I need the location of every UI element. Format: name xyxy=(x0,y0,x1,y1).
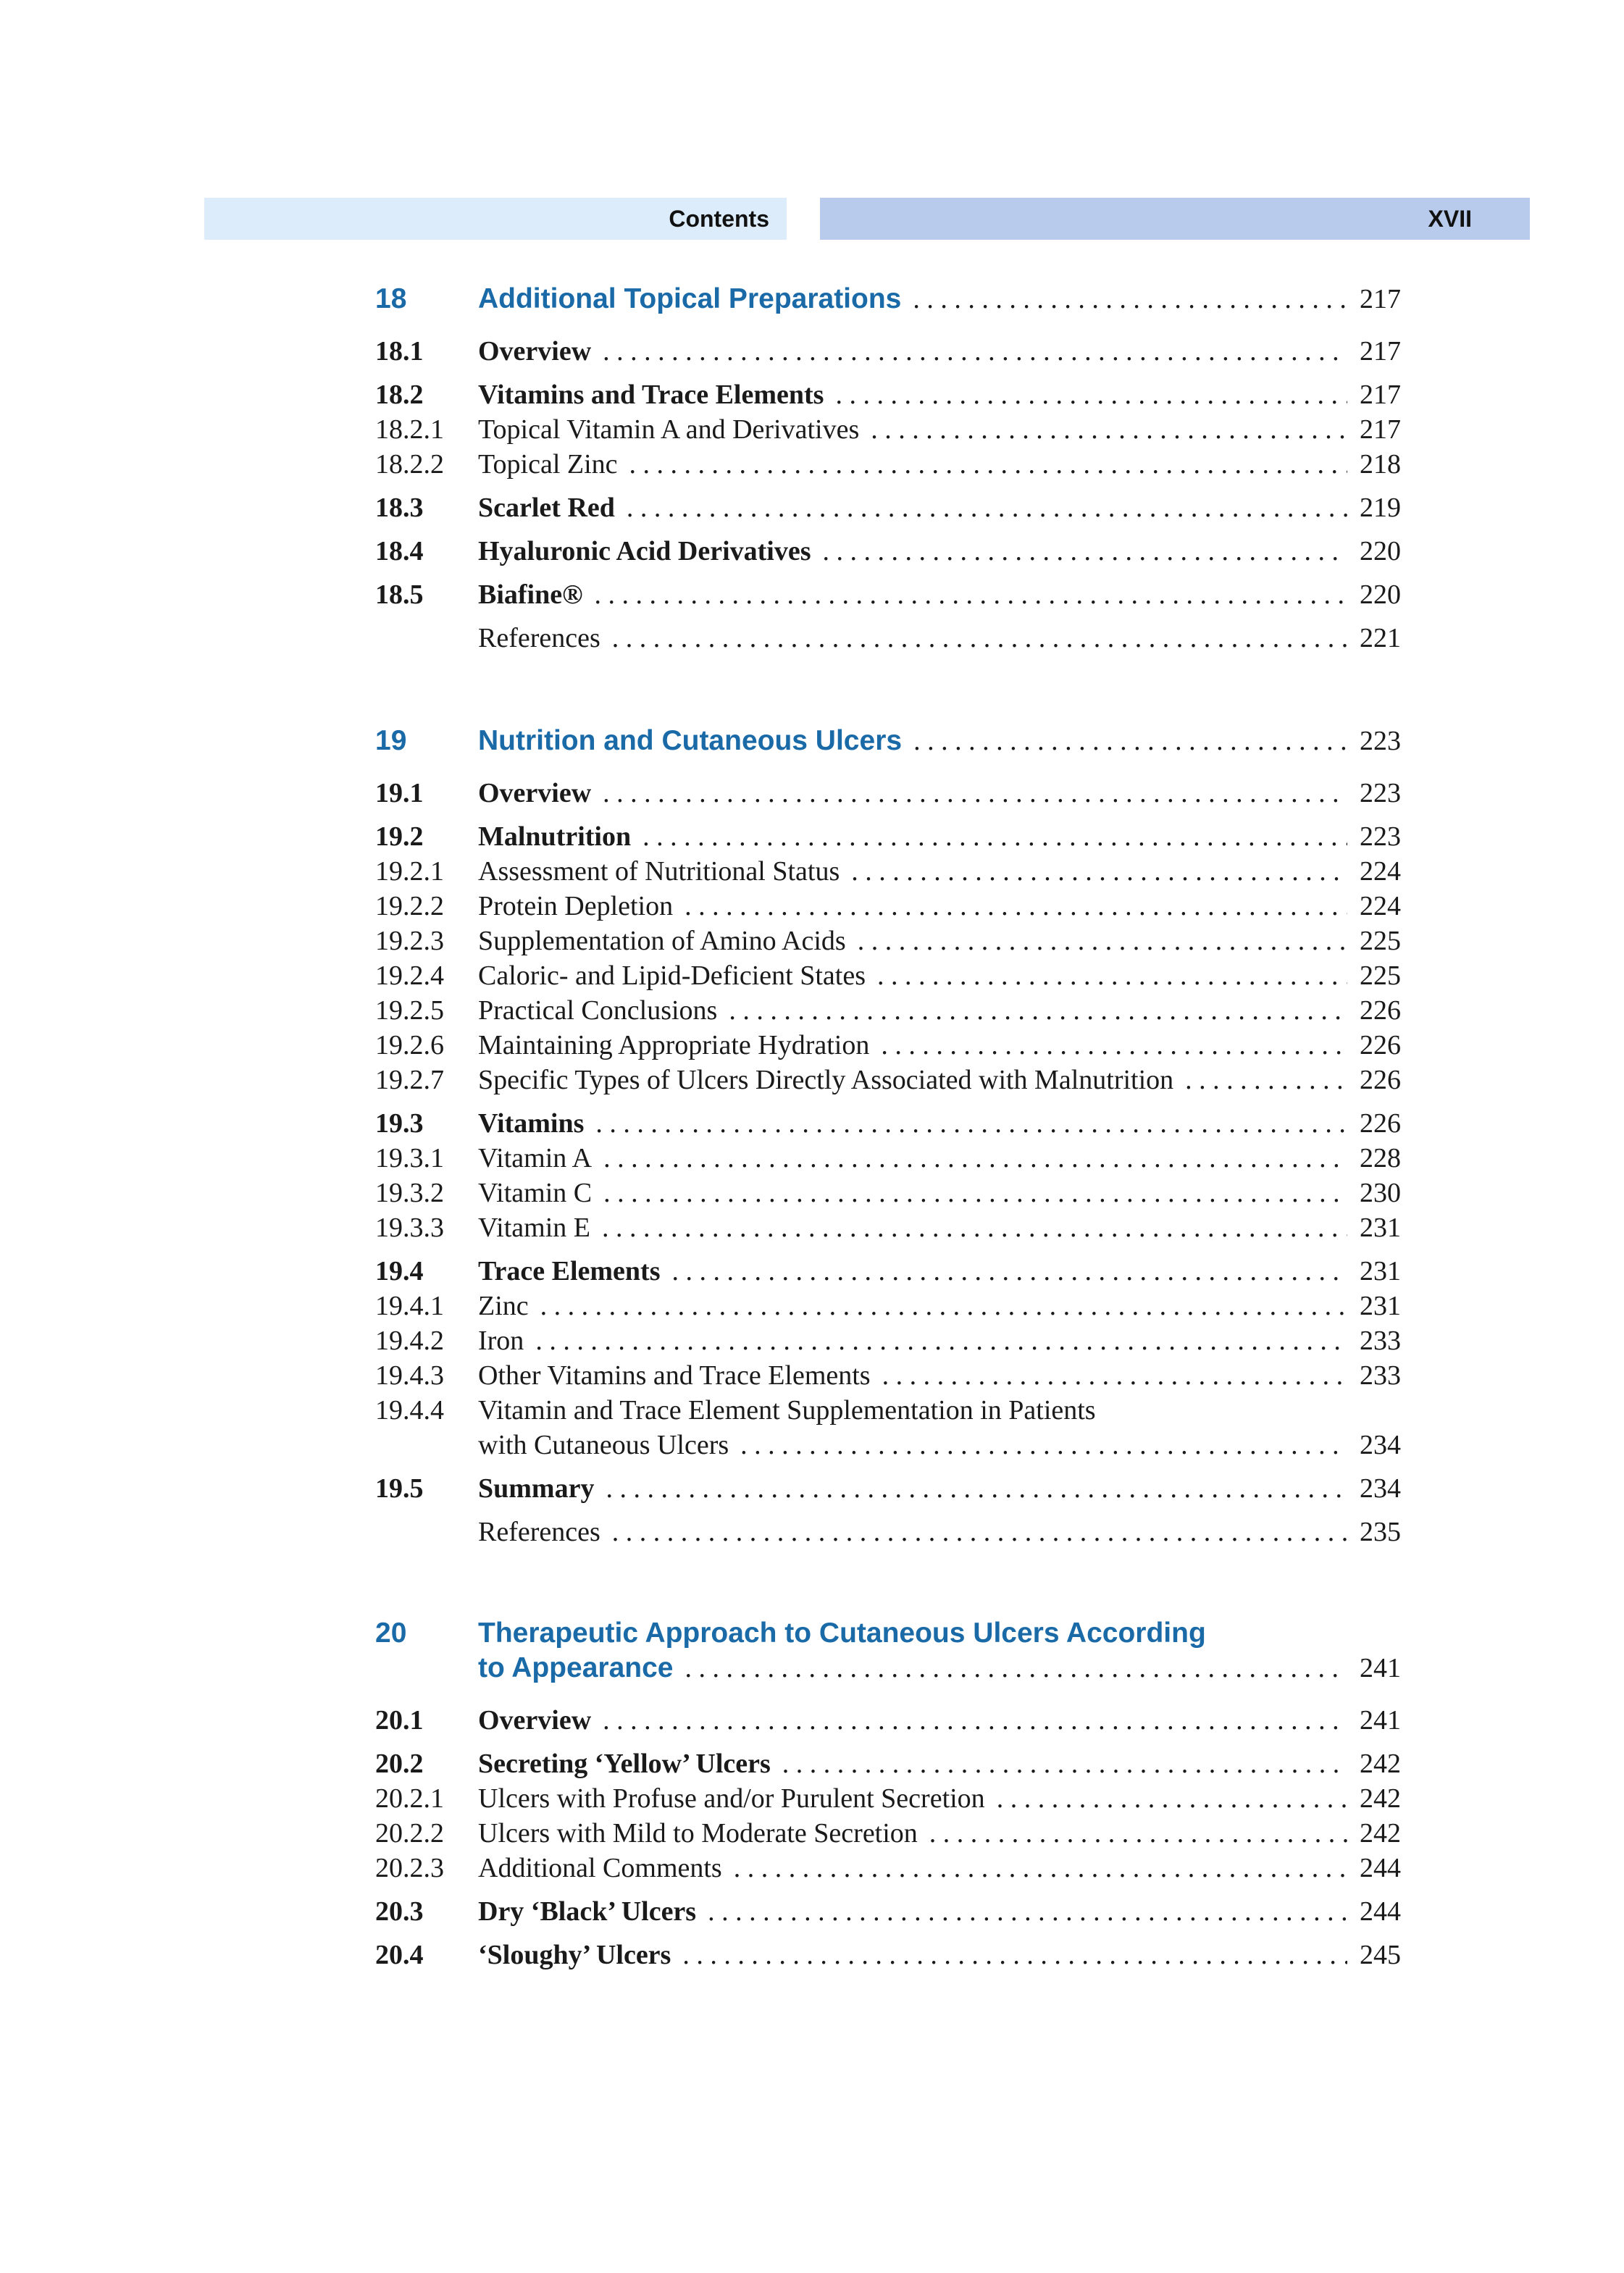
entry-title-wrap xyxy=(478,533,1347,569)
dot-leader xyxy=(629,446,1347,482)
entry-page-number: 231 xyxy=(1360,1291,1401,1321)
toc-subsection-entry[interactable] xyxy=(0,411,1624,448)
entry-number: 19.3.3 xyxy=(375,1213,444,1243)
dot-leader xyxy=(535,1323,1347,1359)
entry-title: Supplementation of Amino Acids xyxy=(478,926,846,956)
toc-section-entry[interactable] xyxy=(0,1893,1624,1930)
entry-number: 20.4 xyxy=(375,1940,424,1970)
toc-section-entry[interactable] xyxy=(0,1702,1624,1738)
entry-title: Scarlet Red xyxy=(478,493,615,523)
entry-title: Biafine® xyxy=(478,579,583,610)
entry-number: 19.4.2 xyxy=(375,1326,444,1356)
toc-subsection-entry[interactable] xyxy=(0,1288,1624,1324)
entry-number: 18 xyxy=(375,283,407,314)
entry-title-wrap xyxy=(478,1175,1347,1211)
entry-page-number: 217 xyxy=(1360,414,1401,445)
entry-title-wrap xyxy=(478,1210,1347,1246)
entry-title: Zinc xyxy=(478,1291,529,1321)
dot-leader xyxy=(602,1210,1347,1246)
entry-page-number: 230 xyxy=(1360,1178,1401,1208)
entry-page-number: 226 xyxy=(1360,1065,1401,1095)
entry-title: Malnutrition xyxy=(478,821,632,852)
toc-section-entry[interactable] xyxy=(0,490,1624,526)
entry-page-number: 244 xyxy=(1360,1896,1401,1927)
running-header-title: Contents xyxy=(669,206,769,232)
entry-title-wrap xyxy=(478,1253,1347,1289)
entry-page-number: 234 xyxy=(1360,1430,1401,1460)
entry-page-number: 233 xyxy=(1360,1326,1401,1356)
entry-page-number: 241 xyxy=(1360,1653,1401,1683)
toc-subsection-entry-continued[interactable] xyxy=(0,1427,1624,1463)
entry-title-wrap xyxy=(478,888,1347,924)
entry-page-number: 241 xyxy=(1360,1705,1401,1736)
entry-page-number: 235 xyxy=(1360,1517,1401,1547)
dot-leader xyxy=(929,1815,1347,1851)
entry-title: Topical Vitamin A and Derivatives xyxy=(478,414,860,445)
entry-title: Iron xyxy=(478,1326,524,1356)
entry-title: Topical Zinc xyxy=(478,449,618,480)
entry-title-wrap xyxy=(478,1357,1347,1394)
entry-number: 18.2.2 xyxy=(375,449,444,480)
entry-title-wrap xyxy=(478,1780,1347,1817)
entry-title-wrap xyxy=(478,1850,1347,1886)
chapter-heading[interactable] xyxy=(0,281,1624,317)
entry-title: Hyaluronic Acid Derivatives xyxy=(478,536,811,566)
entry-title: Secreting ‘Yellow’ Ulcers xyxy=(478,1749,771,1779)
entry-title: ‘Sloughy’ Ulcers xyxy=(478,1940,671,1970)
dot-leader xyxy=(606,1470,1347,1507)
toc-section-entry[interactable] xyxy=(0,577,1624,613)
dot-leader xyxy=(603,1175,1347,1211)
entry-title: with Cutaneous Ulcers xyxy=(478,1430,729,1460)
entry-number: 20.2.3 xyxy=(375,1853,444,1883)
entry-title-wrap xyxy=(478,333,1347,369)
entry-number: 18.5 xyxy=(375,579,424,610)
dot-leader xyxy=(734,1850,1347,1886)
entry-page-number: 234 xyxy=(1360,1473,1401,1504)
entry-number: 19.2.7 xyxy=(375,1065,444,1095)
entry-title-wrap xyxy=(478,1323,1347,1359)
entry-number: 20.2.2 xyxy=(375,1818,444,1849)
toc-section-entry[interactable] xyxy=(0,377,1624,413)
entry-title-wrap xyxy=(478,1893,1347,1930)
dot-leader xyxy=(835,377,1347,413)
entry-number: 19.2.3 xyxy=(375,926,444,956)
entry-number: 18.4 xyxy=(375,536,424,566)
toc-subsection-entry[interactable] xyxy=(0,1357,1624,1394)
entry-number: 19.5 xyxy=(375,1473,424,1504)
entry-page-number: 223 xyxy=(1360,726,1401,756)
toc-section-entry[interactable] xyxy=(0,819,1624,855)
entry-page-number: 245 xyxy=(1360,1940,1401,1970)
toc-subsection-entry[interactable] xyxy=(0,1062,1624,1098)
chapter-heading-continued[interactable] xyxy=(0,1650,1624,1686)
entry-number: 19 xyxy=(375,725,407,756)
toc-subsection-entry[interactable] xyxy=(0,1780,1624,1817)
entry-page-number: 224 xyxy=(1360,856,1401,887)
entry-title: Maintaining Appropriate Hydration xyxy=(478,1030,870,1060)
entry-number: 19.1 xyxy=(375,778,424,808)
toc-subsection-entry[interactable] xyxy=(0,888,1624,924)
entry-title: Dry ‘Black’ Ulcers xyxy=(478,1896,697,1927)
entry-title: Ulcers with Profuse and/or Purulent Secretion xyxy=(478,1783,985,1814)
dot-leader xyxy=(708,1893,1347,1930)
entry-title: Vitamins and Trace Elements xyxy=(478,380,824,410)
entry-number: 20.3 xyxy=(375,1896,424,1927)
entry-number: 19.2.6 xyxy=(375,1030,444,1060)
dot-leader xyxy=(627,490,1347,526)
entry-page-number: 231 xyxy=(1360,1213,1401,1243)
dot-leader xyxy=(881,1027,1347,1063)
toc-section-entry[interactable] xyxy=(0,775,1624,811)
entry-title-wrap xyxy=(478,958,1347,994)
dot-leader xyxy=(603,1140,1347,1176)
entry-title: Overview xyxy=(478,778,592,808)
entry-page-number: 219 xyxy=(1360,493,1401,523)
entry-number: 19.2.1 xyxy=(375,856,444,887)
entry-page-number: 221 xyxy=(1360,623,1401,653)
entry-title: Ulcers with Mild to Moderate Secretion xyxy=(478,1818,918,1849)
entry-number: 20.1 xyxy=(375,1705,424,1736)
entry-title-wrap xyxy=(478,1105,1347,1142)
entry-title-wrap xyxy=(478,1140,1347,1176)
toc-references-entry[interactable] xyxy=(0,1514,1624,1550)
dot-leader xyxy=(877,958,1347,994)
chapter-heading[interactable] xyxy=(0,723,1624,759)
entry-title-wrap xyxy=(478,1746,1347,1782)
dot-leader xyxy=(851,853,1347,889)
entry-page-number: 233 xyxy=(1360,1360,1401,1391)
entry-title: Other Vitamins and Trace Elements xyxy=(478,1360,871,1391)
dot-leader xyxy=(540,1288,1347,1324)
entry-number: 18.2.1 xyxy=(375,414,444,445)
entry-title-wrap xyxy=(478,723,1347,759)
toc-subsection-entry[interactable] xyxy=(0,1815,1624,1851)
dot-leader xyxy=(997,1780,1347,1817)
dot-leader xyxy=(603,333,1347,369)
entry-title-wrap xyxy=(478,923,1347,959)
entry-title: Nutrition and Cutaneous Ulcers xyxy=(478,725,903,756)
entry-title-wrap xyxy=(478,1615,1347,1652)
entry-title-wrap xyxy=(478,853,1347,889)
entry-number: 19.4.4 xyxy=(375,1395,444,1426)
toc-section-entry[interactable] xyxy=(0,1253,1624,1289)
dot-leader xyxy=(858,923,1347,959)
entry-title: Additional Comments xyxy=(478,1853,722,1883)
toc-section-entry[interactable] xyxy=(0,1470,1624,1507)
entry-title: Practical Conclusions xyxy=(478,995,718,1026)
entry-number: 20 xyxy=(375,1617,407,1649)
entry-page-number: 220 xyxy=(1360,536,1401,566)
toc-subsection-entry[interactable] xyxy=(0,1210,1624,1246)
dot-leader xyxy=(882,1357,1347,1394)
entry-number: 19.2 xyxy=(375,821,424,852)
toc-section-entry[interactable] xyxy=(0,1746,1624,1782)
toc-subsection-entry[interactable] xyxy=(0,1850,1624,1886)
entry-title: Protein Depletion xyxy=(478,891,674,921)
toc-subsection-entry[interactable] xyxy=(0,958,1624,994)
entry-title-wrap xyxy=(478,620,1347,656)
entry-title: Vitamins xyxy=(478,1108,585,1139)
entry-title-wrap xyxy=(478,1650,1347,1686)
entry-number: 19.4.3 xyxy=(375,1360,444,1391)
entry-page-number: 217 xyxy=(1360,284,1401,314)
entry-title: Overview xyxy=(478,336,592,367)
entry-number: 19.2.4 xyxy=(375,960,444,991)
entry-page-number: 217 xyxy=(1360,380,1401,410)
toc-subsection-entry[interactable] xyxy=(0,923,1624,959)
entry-title-wrap xyxy=(478,377,1347,413)
dot-leader xyxy=(643,819,1347,855)
entry-page-number: 226 xyxy=(1360,1108,1401,1139)
entry-title-wrap xyxy=(478,577,1347,613)
entry-title: Vitamin and Trace Element Supplementation in Patients xyxy=(478,1395,1096,1426)
dot-leader xyxy=(823,533,1348,569)
dot-leader xyxy=(685,888,1347,924)
dot-leader xyxy=(672,1253,1348,1289)
entry-page-number: 223 xyxy=(1360,821,1401,852)
entry-page-number: 242 xyxy=(1360,1749,1401,1779)
entry-number: 18.2 xyxy=(375,380,424,410)
entry-title: Trace Elements xyxy=(478,1256,661,1286)
entry-number: 20.2.1 xyxy=(375,1783,444,1814)
entry-title: Additional Topical Preparations xyxy=(478,283,902,314)
entry-title: Vitamin C xyxy=(478,1178,593,1208)
entry-title-wrap xyxy=(478,1815,1347,1851)
toc-subsection-entry[interactable] xyxy=(0,1027,1624,1063)
entry-number: 18.3 xyxy=(375,493,424,523)
dot-leader xyxy=(612,1514,1347,1550)
dot-leader xyxy=(685,1650,1347,1686)
entry-title: Assessment of Nutritional Status xyxy=(478,856,840,887)
entry-title: Caloric- and Lipid-Deficient States xyxy=(478,960,866,991)
dot-leader xyxy=(913,723,1347,759)
toc-subsection-entry[interactable] xyxy=(0,1175,1624,1211)
entry-number: 18.1 xyxy=(375,336,424,367)
entry-title: Overview xyxy=(478,1705,592,1736)
entry-title-wrap xyxy=(478,446,1347,482)
entry-number: 19.2.5 xyxy=(375,995,444,1026)
entry-page-number: 224 xyxy=(1360,891,1401,921)
entry-page-number: 228 xyxy=(1360,1143,1401,1173)
entry-page-number: 242 xyxy=(1360,1783,1401,1814)
entry-title: References xyxy=(478,623,600,653)
toc-subsection-entry[interactable] xyxy=(0,1140,1624,1176)
entry-title-wrap xyxy=(478,1702,1347,1738)
dot-leader xyxy=(603,1702,1347,1738)
entry-title-wrap xyxy=(478,775,1347,811)
entry-title-wrap xyxy=(478,1288,1347,1324)
toc-section-entry[interactable] xyxy=(0,333,1624,369)
toc-references-entry[interactable] xyxy=(0,620,1624,656)
entry-page-number: 242 xyxy=(1360,1818,1401,1849)
dot-leader xyxy=(740,1427,1347,1463)
toc-subsection-entry[interactable] xyxy=(0,992,1624,1029)
entry-title-wrap xyxy=(478,490,1347,526)
entry-title-wrap xyxy=(478,1427,1347,1463)
entry-page-number: 226 xyxy=(1360,1030,1401,1060)
toc-section-entry[interactable] xyxy=(0,1937,1624,1973)
entry-page-number: 223 xyxy=(1360,778,1401,808)
dot-leader xyxy=(603,775,1347,811)
chapter-heading[interactable] xyxy=(0,1615,1624,1652)
entry-number: 20.2 xyxy=(375,1749,424,1779)
entry-number: 19.4.1 xyxy=(375,1291,444,1321)
entry-page-number: 220 xyxy=(1360,579,1401,610)
entry-title-wrap xyxy=(478,992,1347,1029)
dot-leader xyxy=(782,1746,1347,1782)
toc-section-entry[interactable] xyxy=(0,533,1624,569)
entry-title-wrap xyxy=(478,819,1347,855)
entry-title-wrap xyxy=(478,1392,1347,1428)
dot-leader xyxy=(913,281,1347,317)
entry-page-number: 225 xyxy=(1360,960,1401,991)
dot-leader xyxy=(1185,1062,1347,1098)
toc-section-entry[interactable] xyxy=(0,1105,1624,1142)
page-number: XVII xyxy=(1428,206,1472,232)
entry-number: 19.3.1 xyxy=(375,1143,444,1173)
toc-subsection-entry[interactable] xyxy=(0,446,1624,482)
dot-leader xyxy=(612,620,1347,656)
entry-title-wrap xyxy=(478,1062,1347,1098)
entry-page-number: 226 xyxy=(1360,995,1401,1026)
entry-page-number: 244 xyxy=(1360,1853,1401,1883)
entry-number: 19.3 xyxy=(375,1108,424,1139)
entry-title: Specific Types of Ulcers Directly Associated with Malnutrition xyxy=(478,1065,1174,1095)
dot-leader xyxy=(595,1105,1347,1142)
entry-title-wrap xyxy=(478,1514,1347,1550)
entry-title-wrap xyxy=(478,281,1347,317)
entry-title-wrap xyxy=(478,1470,1347,1507)
dot-leader xyxy=(682,1937,1347,1973)
entry-page-number: 225 xyxy=(1360,926,1401,956)
entry-title: References xyxy=(478,1517,600,1547)
entry-number: 19.3.2 xyxy=(375,1178,444,1208)
entry-title: Vitamin A xyxy=(478,1143,593,1173)
entry-title: Vitamin E xyxy=(478,1213,590,1243)
toc-subsection-entry[interactable] xyxy=(0,853,1624,889)
entry-title-wrap xyxy=(478,411,1347,448)
entry-number: 19.2.2 xyxy=(375,891,444,921)
entry-title: Summary xyxy=(478,1473,595,1504)
toc-subsection-entry[interactable] xyxy=(0,1392,1624,1428)
entry-title-wrap xyxy=(478,1937,1347,1973)
toc-subsection-entry[interactable] xyxy=(0,1323,1624,1359)
entry-page-number: 231 xyxy=(1360,1256,1401,1286)
dot-leader xyxy=(871,411,1347,448)
entry-page-number: 218 xyxy=(1360,449,1401,480)
dot-leader xyxy=(595,577,1347,613)
entry-page-number: 217 xyxy=(1360,336,1401,367)
entry-number: 19.4 xyxy=(375,1256,424,1286)
dot-leader xyxy=(729,992,1347,1029)
entry-title-wrap xyxy=(478,1027,1347,1063)
entry-title: to Appearance xyxy=(478,1652,674,1683)
entry-title: Therapeutic Approach to Cutaneous Ulcers According xyxy=(478,1617,1206,1649)
